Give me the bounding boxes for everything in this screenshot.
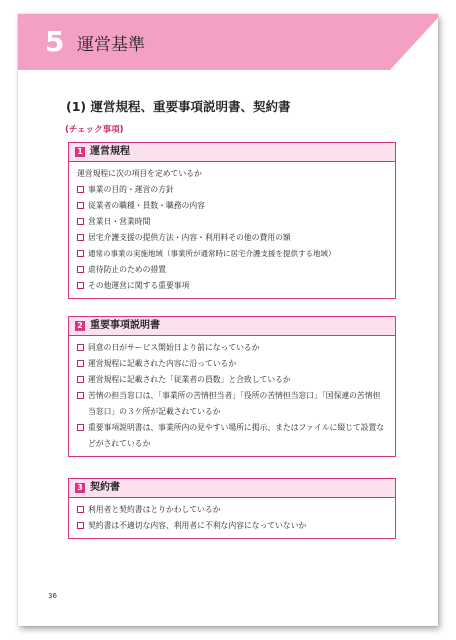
box-title: 契約書 (90, 482, 120, 493)
box-body (69, 162, 395, 298)
box-body (69, 336, 395, 456)
section-heading: (1) 運営規程、重要事項説明書、契約書 (66, 99, 291, 114)
checklist-item-text: 営業日・営業時間 (88, 217, 151, 226)
page-number: 36 (48, 592, 57, 600)
checkbox-icon[interactable] (77, 266, 84, 273)
box-header (69, 143, 395, 162)
checklist-item (77, 214, 387, 230)
checkbox-icon[interactable] (77, 282, 84, 289)
box-title: 重要事項説明書 (90, 320, 160, 331)
box-header (69, 317, 395, 336)
checkbox-icon[interactable] (77, 250, 84, 257)
checkbox-icon[interactable] (77, 344, 84, 351)
checklist-item-text: その他運営に関する重要事項 (88, 281, 190, 290)
checklist-item-text: 居宅介護支援の提供方法・内容・利用料その他の費用の額 (88, 233, 291, 242)
checklist-item (77, 372, 387, 388)
checklist-item-text: 利用者と契約書はとりかわしているか (88, 505, 221, 514)
checklist-item (77, 420, 387, 452)
checklist-item (77, 388, 387, 420)
checklist-item (77, 246, 387, 262)
checkbox-icon[interactable] (77, 506, 84, 513)
box-header (69, 479, 395, 498)
chapter-number: 5 (45, 25, 65, 58)
checklist-item-text: 事業の目的・運営の方針 (88, 185, 174, 194)
checkbox-icon[interactable] (77, 392, 84, 399)
checklist-item (77, 340, 387, 356)
box-number-badge: 2 (75, 321, 85, 331)
checklist-item (77, 230, 387, 246)
document-page (18, 14, 438, 626)
checklist-item (77, 502, 387, 518)
checklist-item-text: 通常の事業の実施地域（事業所が通常時に居宅介護支援を提供する地域） (88, 249, 336, 258)
checkbox-icon[interactable] (77, 376, 84, 383)
checklist-item (77, 278, 387, 294)
checkbox-icon[interactable] (77, 234, 84, 241)
checklist-box-contract (68, 478, 396, 539)
checklist-box-important-matters (68, 316, 396, 457)
checklist-item (77, 182, 387, 198)
checklist-item-text: 契約書は不適切な内容、利用者に不利な内容になっていないか (88, 521, 307, 530)
box-body (69, 498, 395, 538)
box-intro-text: 運営規程に次の項目を定めているか (77, 169, 202, 178)
chapter-title: 運営基準 (77, 35, 145, 55)
checklist-item-text: 重要事項説明書は、事業所内の見やすい場所に掲示、またはファイルに綴じて設置などがされているか (88, 423, 385, 448)
checklist-item-text: 同意の日がサービス開始日より前になっているか (88, 343, 260, 352)
checklist-item (77, 518, 387, 534)
checkbox-icon[interactable] (77, 360, 84, 367)
checklist-item-text: 苦情の担当窓口は、「事業所の苦情担当者」「役所の苦情担当窓口」「国保連の苦情担当窓口」の３ケ所が記載されているか (88, 391, 381, 416)
checklist-item (77, 262, 387, 278)
checklist-item-text: 虐待防止のための措置 (88, 265, 166, 274)
box-title: 運営規程 (90, 146, 130, 157)
checklist-item (77, 198, 387, 214)
chapter-header-band (18, 14, 438, 70)
checklist-item-text: 従業者の職種・員数・職務の内容 (88, 201, 205, 210)
checkbox-icon[interactable] (77, 522, 84, 529)
checkbox-icon[interactable] (77, 424, 84, 431)
checklist-item-text: 運営規程に記載された「従業者の員数」と合致しているか (88, 375, 291, 384)
box-number-badge: 1 (75, 147, 85, 157)
checkbox-icon[interactable] (77, 186, 84, 193)
checkbox-icon[interactable] (77, 218, 84, 225)
box-number-badge: 3 (75, 483, 85, 493)
check-items-label: (チェック事項) (65, 125, 124, 135)
checklist-box-operating-rules (68, 142, 396, 299)
checklist-item (77, 356, 387, 372)
checkbox-icon[interactable] (77, 202, 84, 209)
checklist-item-text: 運営規程に記載された内容に沿っているか (88, 359, 237, 368)
